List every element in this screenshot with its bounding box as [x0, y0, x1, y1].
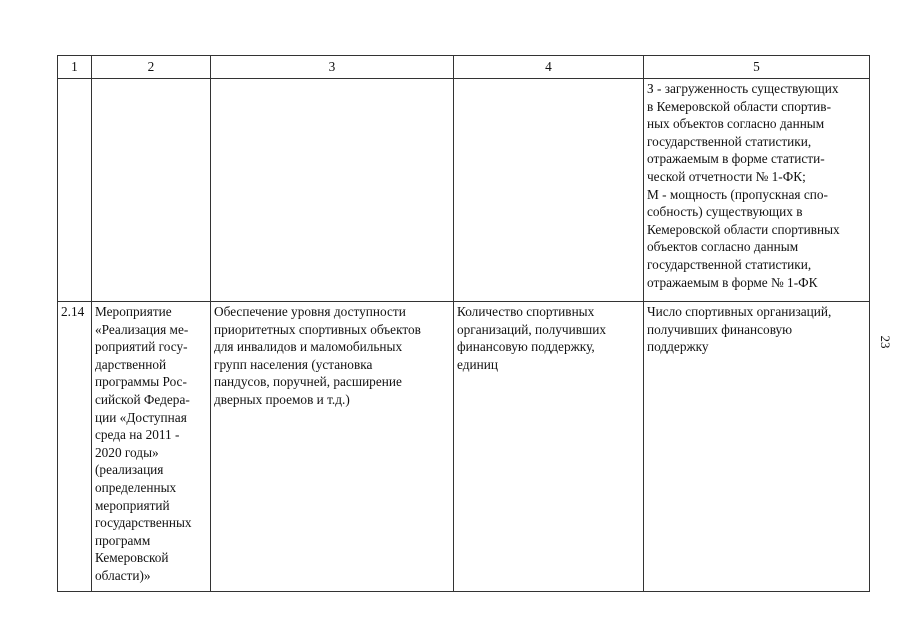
table-row: [58, 302, 870, 592]
header-cell-5: 5: [644, 56, 870, 79]
table-row: [58, 79, 870, 302]
header-cell-3: 3: [211, 56, 454, 79]
row2-indicator-cell: Количество спортивных организаций, получивших финансовую поддержку, единиц: [454, 302, 644, 592]
row1-indicator-cell: [454, 79, 644, 302]
row2-event-cell: Мероприятие «Реализация ме- роприятий госу- дарственной программы Рос- сийской Федера- ции «Доступная среда на 2011 - 2020 годы» (реализация определенных мероприятий государственных программ Кемеровской области)»: [92, 302, 211, 592]
row1-event-cell: [92, 79, 211, 302]
row1-number-cell: [58, 79, 92, 302]
header-cell-1: 1: [58, 56, 92, 79]
row2-goal-cell: Обеспечение уровня доступности приоритетных спортивных объектов для инвалидов и маломобильных групп населения (установка пандусов, поручней, расширение дверных проемов и т.д.): [211, 302, 454, 592]
row2-number-cell: 2.14: [58, 302, 92, 592]
data-table: [57, 55, 870, 592]
header-cell-2: 2: [92, 56, 211, 79]
row1-method-cell: З - загруженность существующих в Кемеровской области спортив- ных объектов согласно данным государственной статистики, отражаемым в форме статисти- ческой отчетности № 1-ФК; М - мощность (пропускная спо- собность) существующих в Кемеровской области спортивных объектов согласно данным государственной статистики, отражаемым в форме № 1-ФК: [644, 79, 870, 302]
header-row: [58, 56, 870, 79]
row2-method-cell: Число спортивных организаций, получивших финансовую поддержку: [644, 302, 870, 592]
page-number: 23: [878, 335, 893, 349]
row1-goal-cell: [211, 79, 454, 302]
header-cell-4: 4: [454, 56, 644, 79]
